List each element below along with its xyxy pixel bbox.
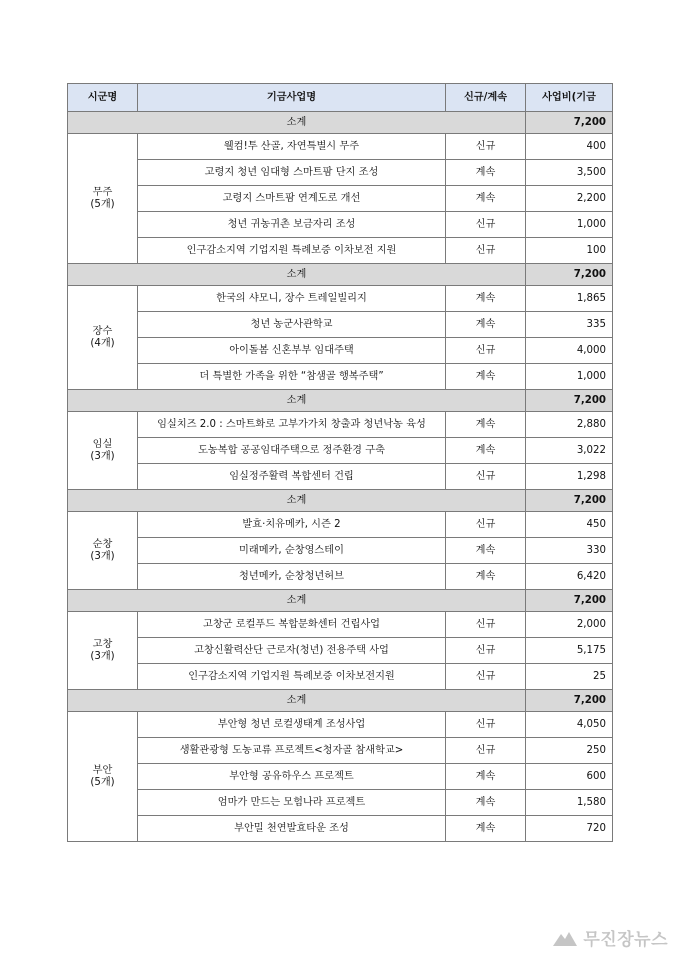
table-row: [68, 438, 613, 464]
project-cell: 청년 귀농귀촌 보금자리 조성: [138, 212, 446, 238]
subtotal-row: [68, 490, 613, 512]
amount-cell: 1,865: [526, 286, 613, 312]
header-project: 기금사업명: [138, 84, 446, 112]
type-cell: 신규: [446, 738, 526, 764]
type-cell: 신규: [446, 612, 526, 638]
region-name: 부안: [92, 765, 113, 777]
amount-cell: 330: [526, 538, 613, 564]
amount-cell: 2,880: [526, 412, 613, 438]
project-cell: 생활관광형 도농교류 프로젝트<청자골 참새학교>: [138, 738, 446, 764]
region-cell: [68, 712, 138, 842]
table-row: [68, 512, 613, 538]
region-count: (4개): [90, 337, 115, 349]
type-cell: 계속: [446, 438, 526, 464]
project-cell: 청년 농군사관학교: [138, 312, 446, 338]
table-row: [68, 538, 613, 564]
subtotal-row: [68, 690, 613, 712]
amount-cell: 450: [526, 512, 613, 538]
project-cell: 미래메카, 순창영스테이: [138, 538, 446, 564]
header-amount: 사업비(기금: [526, 84, 613, 112]
table-row: [68, 134, 613, 160]
type-cell: 계속: [446, 564, 526, 590]
header-region: 시군명: [68, 84, 138, 112]
subtotal-amount: 7,200: [526, 490, 613, 512]
amount-cell: 100: [526, 238, 613, 264]
type-cell: 신규: [446, 464, 526, 490]
type-cell: 신규: [446, 664, 526, 690]
project-cell: 인구감소지역 기업지원 특례보증 이차보전 지원: [138, 238, 446, 264]
subtotal-row: [68, 590, 613, 612]
type-cell: 신규: [446, 512, 526, 538]
table-row: [68, 338, 613, 364]
table-body: [68, 112, 613, 842]
type-cell: 신규: [446, 338, 526, 364]
watermark: [552, 925, 668, 950]
subtotal-label: 소계: [68, 690, 526, 712]
amount-cell: 4,000: [526, 338, 613, 364]
region-count: (3개): [90, 450, 115, 462]
subtotal-amount: 7,200: [526, 690, 613, 712]
amount-cell: 5,175: [526, 638, 613, 664]
project-cell: 고령지 스마트팜 연계도로 개선: [138, 186, 446, 212]
amount-cell: 400: [526, 134, 613, 160]
type-cell: 신규: [446, 712, 526, 738]
type-cell: 계속: [446, 790, 526, 816]
region-cell: [68, 134, 138, 264]
project-cell: 더 특별한 가족을 위한 “참샘골 행복주택”: [138, 364, 446, 390]
table-row: [68, 764, 613, 790]
region-count: (5개): [90, 198, 115, 210]
type-cell: 계속: [446, 160, 526, 186]
region-cell: [68, 512, 138, 590]
subtotal-row: [68, 264, 613, 286]
region-name: 고창: [92, 639, 113, 651]
amount-cell: 6,420: [526, 564, 613, 590]
project-cell: 도농복합 공공임대주택으로 정주환경 구축: [138, 438, 446, 464]
type-cell: 계속: [446, 538, 526, 564]
table-row: [68, 664, 613, 690]
region-name: 장수: [92, 326, 113, 338]
table-row: [68, 738, 613, 764]
project-cell: 고창군 로컬푸드 복합문화센터 건립사업: [138, 612, 446, 638]
type-cell: 신규: [446, 134, 526, 160]
table-row: [68, 286, 613, 312]
region-count: (3개): [90, 550, 115, 562]
project-cell: 엄마가 만드는 모험나라 프로젝트: [138, 790, 446, 816]
amount-cell: 1,000: [526, 364, 613, 390]
fund-table: [67, 83, 613, 842]
table-row: [68, 638, 613, 664]
type-cell: 신규: [446, 238, 526, 264]
table-row: [68, 364, 613, 390]
table-row: [68, 790, 613, 816]
subtotal-label: 소계: [68, 264, 526, 286]
region-name: 임실: [92, 439, 113, 451]
project-cell: 부안형 공유하우스 프로젝트: [138, 764, 446, 790]
region-count: (5개): [90, 776, 115, 788]
amount-cell: 335: [526, 312, 613, 338]
type-cell: 계속: [446, 364, 526, 390]
subtotal-label: 소계: [68, 112, 526, 134]
project-cell: 인구감소지역 기업지원 특례보증 이차보전지원: [138, 664, 446, 690]
project-cell: 발효·치유메카, 시즌 2: [138, 512, 446, 538]
amount-cell: 3,500: [526, 160, 613, 186]
type-cell: 계속: [446, 412, 526, 438]
header-row: [68, 84, 613, 112]
amount-cell: 1,298: [526, 464, 613, 490]
region-name: 순창: [92, 539, 113, 551]
amount-cell: 1,000: [526, 212, 613, 238]
region-cell: [68, 612, 138, 690]
amount-cell: 3,022: [526, 438, 613, 464]
project-cell: 한국의 샤모니, 장수 트레일빌리지: [138, 286, 446, 312]
subtotal-amount: 7,200: [526, 390, 613, 412]
table-row: [68, 412, 613, 438]
type-cell: 신규: [446, 212, 526, 238]
type-cell: 계속: [446, 286, 526, 312]
project-cell: 청년메카, 순창청년허브: [138, 564, 446, 590]
table-row: [68, 186, 613, 212]
subtotal-label: 소계: [68, 390, 526, 412]
header-type: 신규/계속: [446, 84, 526, 112]
subtotal-row: [68, 390, 613, 412]
type-cell: 계속: [446, 764, 526, 790]
table-row: [68, 612, 613, 638]
amount-cell: 25: [526, 664, 613, 690]
subtotal-label: 소계: [68, 590, 526, 612]
region-name: 무주: [92, 187, 113, 199]
project-cell: 임실정주활력 복합센터 건립: [138, 464, 446, 490]
amount-cell: 4,050: [526, 712, 613, 738]
amount-cell: 2,000: [526, 612, 613, 638]
table-row: [68, 712, 613, 738]
subtotal-amount: 7,200: [526, 112, 613, 134]
region-cell: [68, 412, 138, 490]
table-row: [68, 816, 613, 842]
project-cell: 고령지 청년 임대형 스마트팜 단지 조성: [138, 160, 446, 186]
project-cell: 부안밀 천연발효타운 조성: [138, 816, 446, 842]
amount-cell: 600: [526, 764, 613, 790]
type-cell: 계속: [446, 186, 526, 212]
type-cell: 계속: [446, 312, 526, 338]
project-cell: 고창신활력산단 근로자(청년) 전용주택 사업: [138, 638, 446, 664]
project-cell: 임실치즈 2.0 : 스마트화로 고부가가치 창출과 청년낙농 육성: [138, 412, 446, 438]
region-cell: [68, 286, 138, 390]
subtotal-amount: 7,200: [526, 590, 613, 612]
type-cell: 계속: [446, 816, 526, 842]
project-cell: 아이돌봄 신혼부부 임대주택: [138, 338, 446, 364]
amount-cell: 250: [526, 738, 613, 764]
table-row: [68, 464, 613, 490]
mountain-logo-icon: [552, 929, 578, 947]
table-row: [68, 564, 613, 590]
subtotal-label: 소계: [68, 490, 526, 512]
watermark-text: 무진장뉴스: [583, 930, 668, 950]
project-cell: 부안형 청년 로컬생태계 조성사업: [138, 712, 446, 738]
table-row: [68, 212, 613, 238]
table-row: [68, 238, 613, 264]
table-row: [68, 312, 613, 338]
type-cell: 신규: [446, 638, 526, 664]
subtotal-amount: 7,200: [526, 264, 613, 286]
subtotal-row: [68, 112, 613, 134]
amount-cell: 1,580: [526, 790, 613, 816]
region-count: (3개): [90, 650, 115, 662]
amount-cell: 720: [526, 816, 613, 842]
table-row: [68, 160, 613, 186]
project-cell: 웰컴!투 산골, 자연특별시 무주: [138, 134, 446, 160]
amount-cell: 2,200: [526, 186, 613, 212]
